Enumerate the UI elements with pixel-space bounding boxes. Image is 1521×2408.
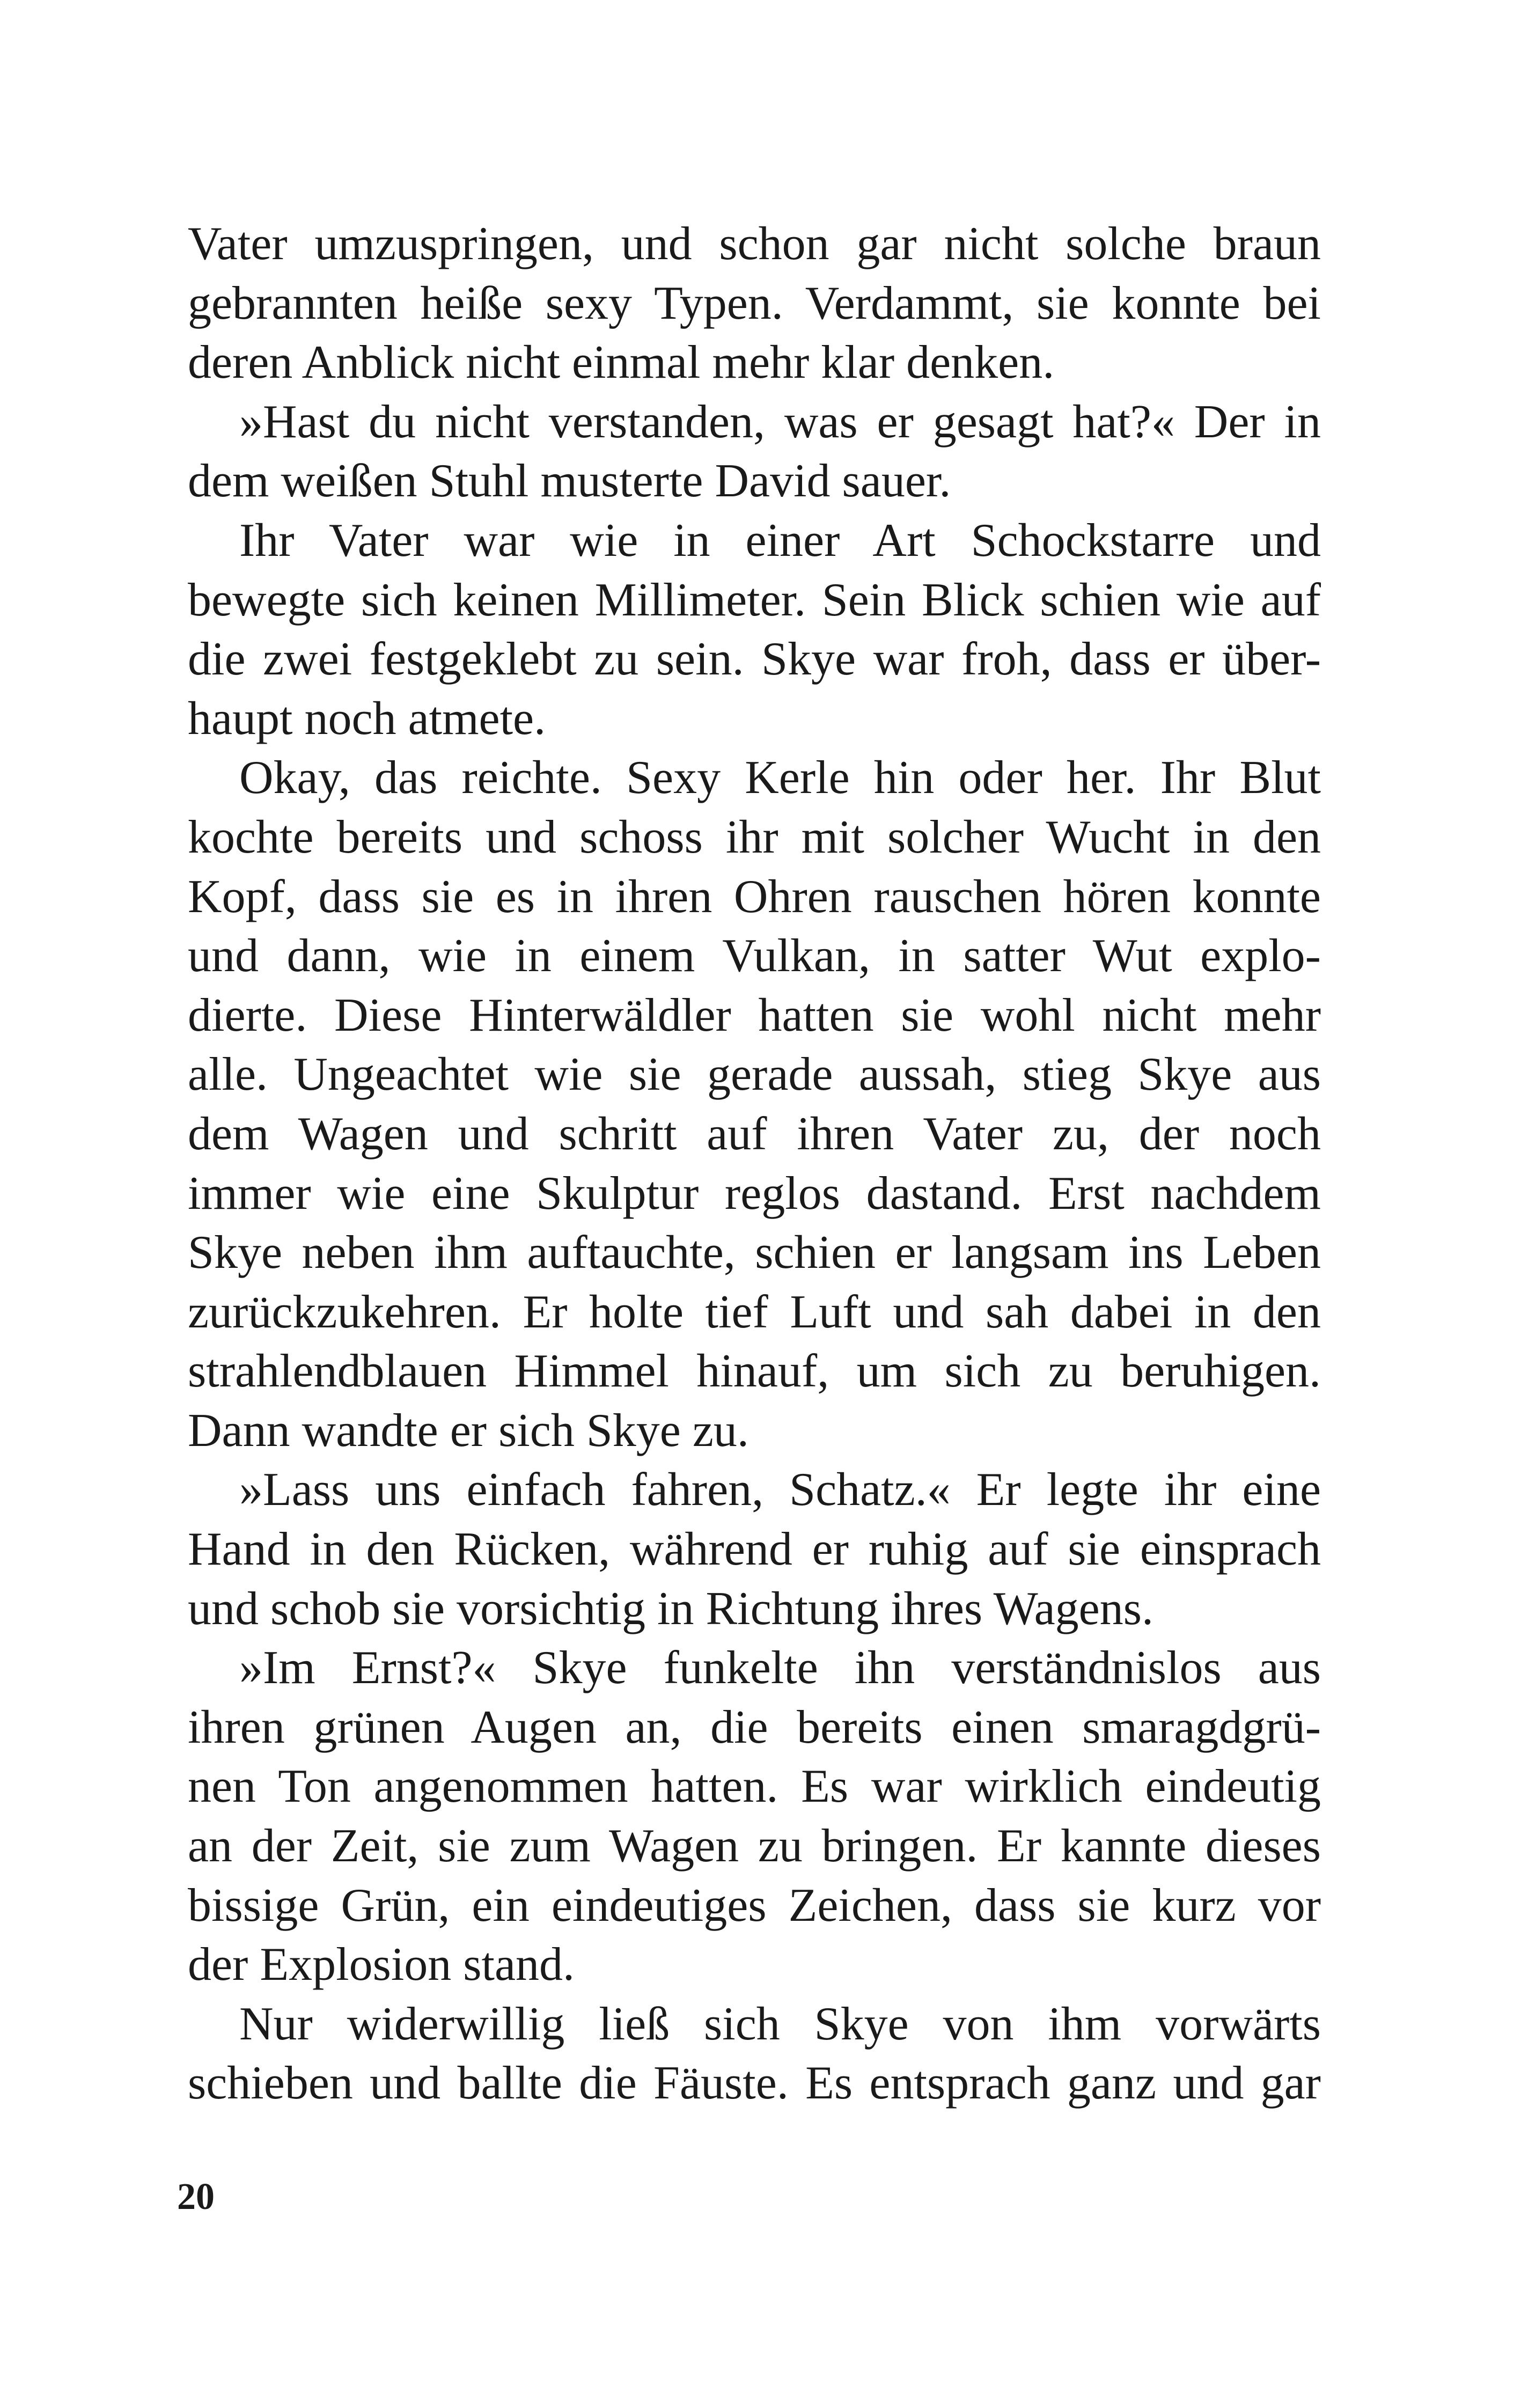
text-line: Skye neben ihm auftauchte, schien er langsam ins Leben [188,1227,1321,1279]
text-line: kochte bereits und schoss ihr mit solcher Wucht in den [188,811,1321,863]
page-number: 20 [177,2176,215,2218]
body-text [188,215,1321,2113]
text-line: bewegte sich keinen Millimeter. Sein Blick schien wie auf [188,574,1321,626]
text-line: ihren grünen Augen an, die bereits einen smaragdgrü- [188,1701,1321,1753]
text-line: strahlendblauen Himmel hinauf, um sich zu beruhigen. [188,1345,1321,1398]
text-line: nen Ton angenommen hatten. Es war wirklich eindeutig [188,1760,1321,1813]
text-line: Okay, das reichte. Sexy Kerle hin oder her. Ihr Blut [239,752,1321,804]
text-line: dem weißen Stuhl musterte David sauer. [188,455,951,508]
text-line: dierte. Diese Hinterwäldler hatten sie wohl nicht mehr [188,989,1321,1041]
text-line: der Explosion stand. [188,1939,575,1991]
text-line: Ihr Vater war wie in einer Art Schockstarre und [239,514,1321,567]
text-line: haupt noch atmete. [188,692,546,745]
text-line: deren Anblick nicht einmal mehr klar denken. [188,336,1055,389]
text-line: an der Zeit, sie zum Wagen zu bringen. Er kannte dieses [188,1820,1321,1873]
text-line: Dann wandte er sich Skye zu. [188,1404,749,1457]
text-line: Kopf, dass sie es in ihren Ohren rauschen hören konnte [188,870,1321,923]
text-line: Hand in den Rücken, während er ruhig auf sie einsprach [188,1523,1321,1576]
text-line: und schob sie vorsichtig in Richtung ihres Wagens. [188,1582,1153,1635]
text-line: bissige Grün, ein eindeutiges Zeichen, dass sie kurz vor [188,1879,1321,1932]
text-line: immer wie eine Skulptur reglos dastand. Erst nachdem [188,1167,1321,1220]
text-line: gebrannten heiße sexy Typen. Verdammt, sie konnte bei [188,277,1321,329]
text-line: »Im Ernst?« Skye funkelte ihn verständnislos aus [239,1642,1321,1694]
text-line: Nur widerwillig ließ sich Skye von ihm vorwärts [239,1998,1321,2050]
text-line: die zwei festgeklebt zu sein. Skye war froh, dass er über- [188,633,1321,686]
text-line: schieben und ballte die Fäuste. Es entsprach ganz und gar [188,2057,1321,2110]
text-line: und dann, wie in einem Vulkan, in satter Wut explo- [188,930,1321,982]
text-line: »Lass uns einfach fahren, Schatz.« Er legte ihr eine [239,1464,1321,1516]
text-line: »Hast du nicht verstanden, was er gesagt hat?« Der in [239,395,1321,448]
text-line: alle. Ungeachtet wie sie gerade aussah, stieg Skye aus [188,1048,1321,1101]
text-line: zurückzukehren. Er holte tief Luft und sah dabei in den [188,1286,1321,1338]
text-line: Vater umzuspringen, und schon gar nicht solche braun [188,218,1321,270]
text-line: dem Wagen und schritt auf ihren Vater zu, der noch [188,1107,1321,1160]
